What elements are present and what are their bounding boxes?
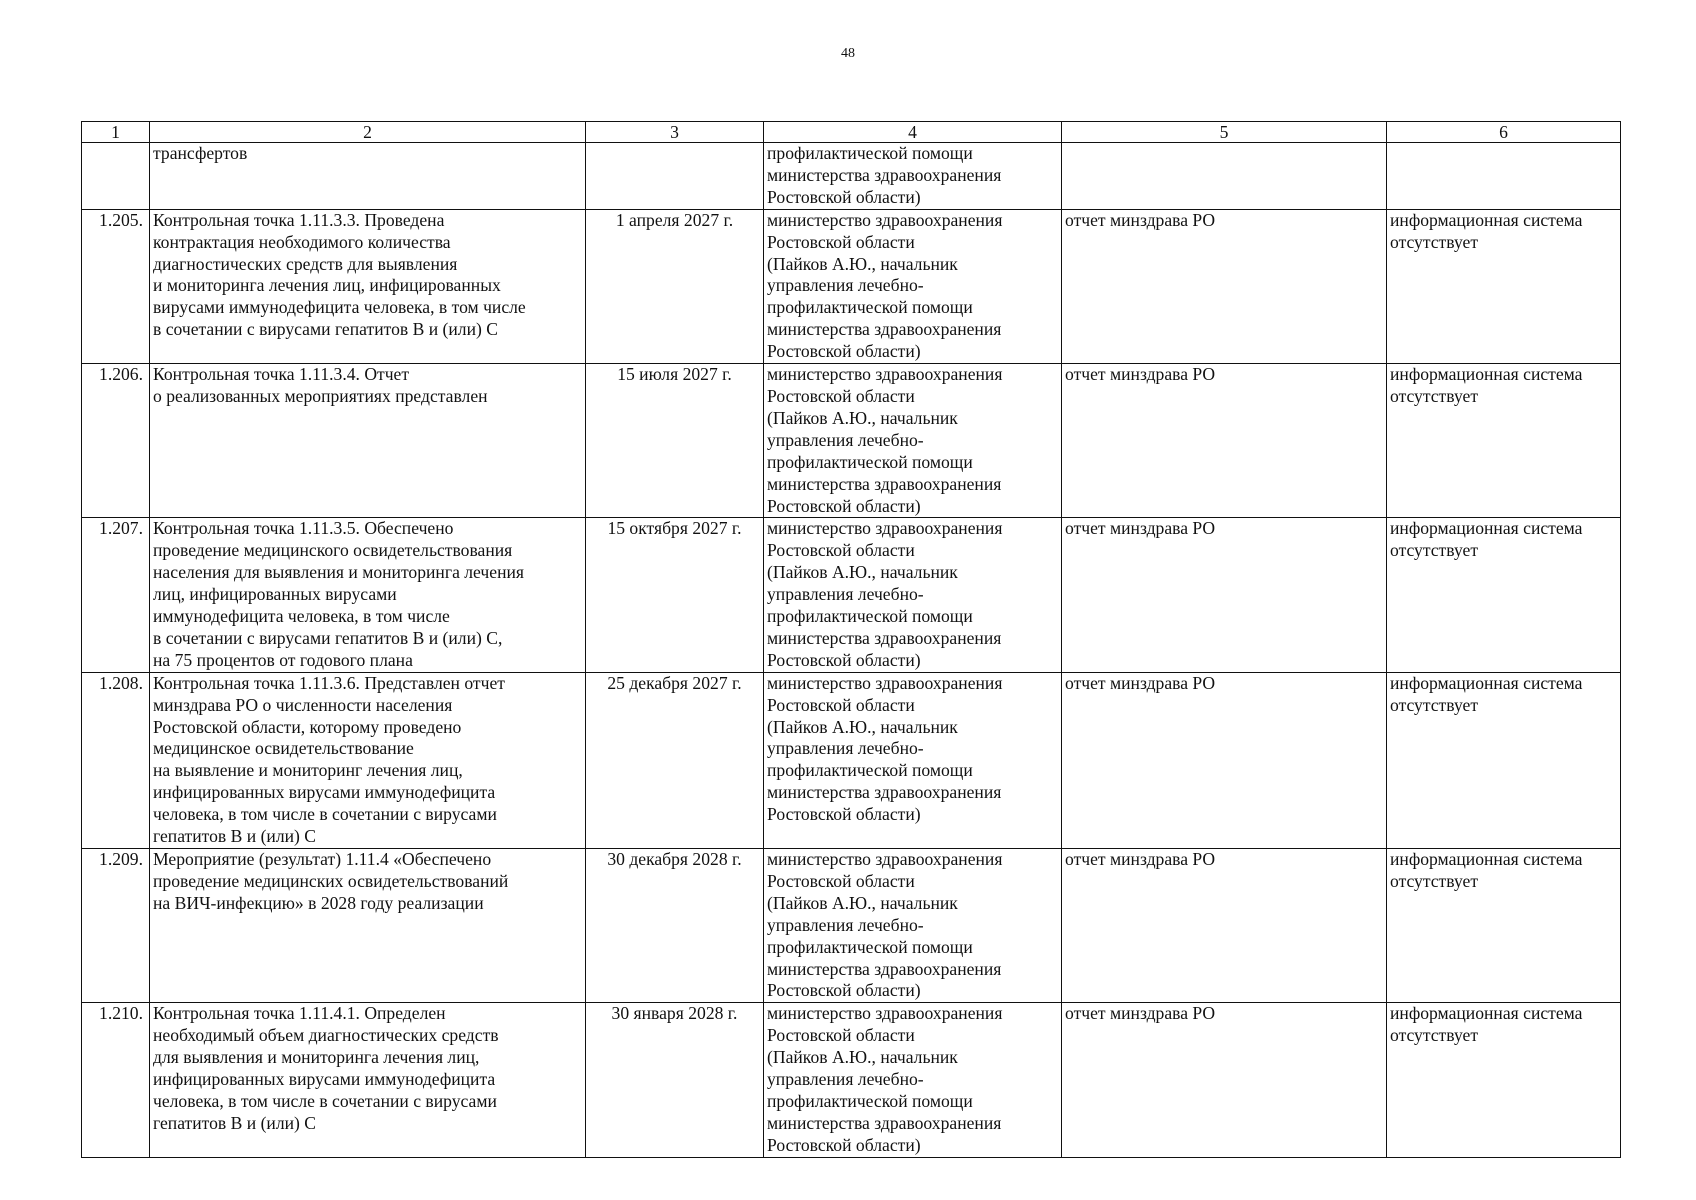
row-date: 15 июля 2027 г. bbox=[586, 364, 764, 518]
row-system: информационная система отсутствует bbox=[1387, 672, 1621, 848]
table-header-row bbox=[82, 122, 1621, 143]
row-name: Контрольная точка 1.11.3.4. Отчет о реализованных мероприятиях представлен bbox=[150, 364, 586, 518]
table-row bbox=[82, 143, 1621, 210]
row-document: отчет минздрава РО bbox=[1062, 364, 1387, 518]
row-document: отчет минздрава РО bbox=[1062, 209, 1387, 363]
row-system: информационная система отсутствует bbox=[1387, 518, 1621, 672]
row-date: 30 января 2028 г. bbox=[586, 1003, 764, 1157]
row-date bbox=[586, 143, 764, 210]
table-row bbox=[82, 1003, 1621, 1157]
row-document: отчет минздрава РО bbox=[1062, 672, 1387, 848]
row-number: 1.209. bbox=[82, 849, 150, 1003]
row-name: Контрольная точка 1.11.3.6. Представлен отчет минздрава РО о численности населения Ростовской области, которому проведено медицинское освидетельствование на выявление и мониторинг лечения лиц, инфицированных вирусами иммунодефицита человека, в том числе в сочетании с вирусами гепатитов В и (или) С bbox=[150, 672, 586, 848]
table-row bbox=[82, 849, 1621, 1003]
column-header: 6 bbox=[1387, 122, 1621, 143]
row-number: 1.206. bbox=[82, 364, 150, 518]
row-document: отчет минздрава РО bbox=[1062, 849, 1387, 1003]
row-responsible: профилактической помощи министерства здравоохранения Ростовской области) bbox=[764, 143, 1062, 210]
row-system: информационная система отсутствует bbox=[1387, 849, 1621, 1003]
column-header: 4 bbox=[764, 122, 1062, 143]
row-date: 15 октября 2027 г. bbox=[586, 518, 764, 672]
row-date: 30 декабря 2028 г. bbox=[586, 849, 764, 1003]
row-responsible: министерство здравоохранения Ростовской области (Пайков А.Ю., начальник управления лечебно- профилактической помощи министерства здравоохранения Ростовской области) bbox=[764, 672, 1062, 848]
row-document: отчет минздрава РО bbox=[1062, 518, 1387, 672]
column-header: 1 bbox=[82, 122, 150, 143]
row-name: трансфертов bbox=[150, 143, 586, 210]
table-row bbox=[82, 209, 1621, 363]
row-date: 1 апреля 2027 г. bbox=[586, 209, 764, 363]
row-system bbox=[1387, 143, 1621, 210]
row-responsible: министерство здравоохранения Ростовской области (Пайков А.Ю., начальник управления лечебно- профилактической помощи министерства здравоохранения Ростовской области) bbox=[764, 1003, 1062, 1157]
row-number: 1.207. bbox=[82, 518, 150, 672]
row-system: информационная система отсутствует bbox=[1387, 1003, 1621, 1157]
row-number: 1.210. bbox=[82, 1003, 150, 1157]
row-document bbox=[1062, 143, 1387, 210]
table-row bbox=[82, 672, 1621, 848]
row-number bbox=[82, 143, 150, 210]
row-responsible: министерство здравоохранения Ростовской области (Пайков А.Ю., начальник управления лечебно- профилактической помощи министерства здравоохранения Ростовской области) bbox=[764, 849, 1062, 1003]
row-name: Контрольная точка 1.11.4.1. Определен необходимый объем диагностических средств для выявления и мониторинга лечения лиц, инфицированных вирусами иммунодефицита человека, в том числе в сочетании с вирусами гепатитов В и (или) С bbox=[150, 1003, 586, 1157]
page-number: 48 bbox=[841, 46, 855, 61]
plan-table bbox=[81, 121, 1621, 1158]
column-header: 5 bbox=[1062, 122, 1387, 143]
row-document: отчет минздрава РО bbox=[1062, 1003, 1387, 1157]
row-name: Контрольная точка 1.11.3.3. Проведена контрактация необходимого количества диагностических средств для выявления и мониторинга лечения лиц, инфицированных вирусами иммунодефицита человека, в том числе в сочетании с вирусами гепатитов В и (или) С bbox=[150, 209, 586, 363]
column-header: 2 bbox=[150, 122, 586, 143]
row-system: информационная система отсутствует bbox=[1387, 209, 1621, 363]
row-name: Мероприятие (результат) 1.11.4 «Обеспечено проведение медицинских освидетельствований на ВИЧ-инфекцию» в 2028 году реализации bbox=[150, 849, 586, 1003]
row-number: 1.205. bbox=[82, 209, 150, 363]
table-row bbox=[82, 518, 1621, 672]
column-header: 3 bbox=[586, 122, 764, 143]
row-number: 1.208. bbox=[82, 672, 150, 848]
row-responsible: министерство здравоохранения Ростовской области (Пайков А.Ю., начальник управления лечебно- профилактической помощи министерства здравоохранения Ростовской области) bbox=[764, 518, 1062, 672]
table-row bbox=[82, 364, 1621, 518]
row-name: Контрольная точка 1.11.3.5. Обеспечено проведение медицинского освидетельствования населения для выявления и мониторинга лечения лиц, инфицированных вирусами иммунодефицита человека, в том числе в сочетании с вирусами гепатитов В и (или) С, на 75 процентов от годового плана bbox=[150, 518, 586, 672]
row-responsible: министерство здравоохранения Ростовской области (Пайков А.Ю., начальник управления лечебно- профилактической помощи министерства здравоохранения Ростовской области) bbox=[764, 364, 1062, 518]
row-date: 25 декабря 2027 г. bbox=[586, 672, 764, 848]
row-responsible: министерство здравоохранения Ростовской области (Пайков А.Ю., начальник управления лечебно- профилактической помощи министерства здравоохранения Ростовской области) bbox=[764, 209, 1062, 363]
row-system: информационная система отсутствует bbox=[1387, 364, 1621, 518]
